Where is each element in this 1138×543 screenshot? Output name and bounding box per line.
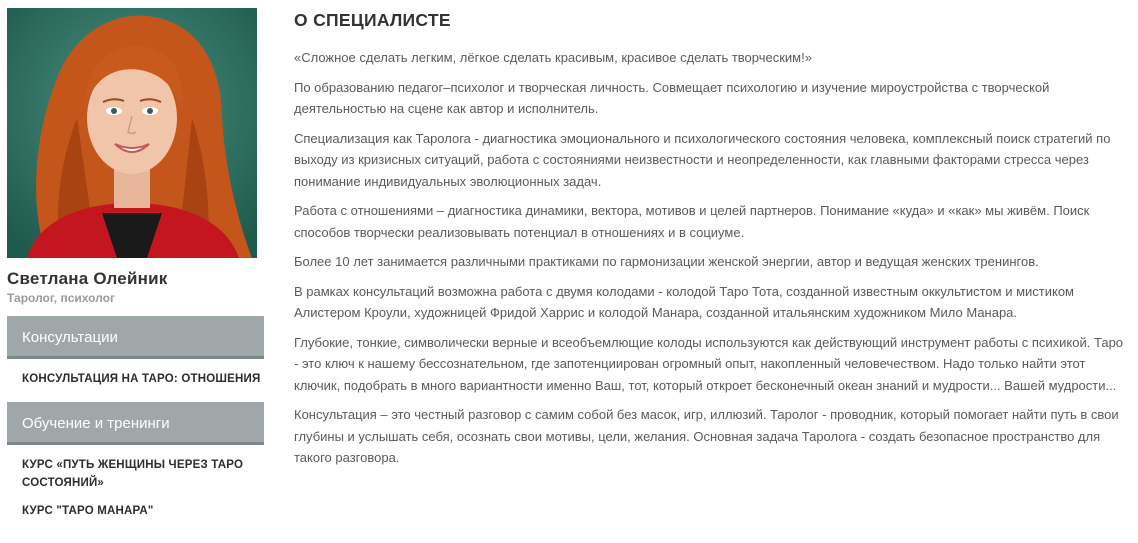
consultation-paragraph: Консультация – это честный разговор с самим собой без масок, игр, иллюзий. Таролог - проводник, который помогает найти путь в свои глубины и услышать себя, осознать свои мотивы, цели, желания. Основная задача Таролога - создать безопасное пространство для такого разговора. <box>294 407 1119 465</box>
sidebar-section-consultations[interactable]: Консультации <box>7 316 264 359</box>
tarot-instrument-paragraph: Глубокие, тонкие, символически верные и всеобъемлющие колоды используются как действующий инструмент работы с психикой. Таро - это ключ к нашему бессознательном, где запотенциирован огромный опыт, накопленный человечеством. Надо только найти этот ключик, подобрать в много вариантности именно Ваш, тот, который откроет бесконечный океан знаний и мудрости... Вашей мудрости... <box>294 334 1124 393</box>
relationships-paragraph: Работа с отношениями – диагностика динамики, вектора, мотивов и целей партнеров. Понимание «куда» и «как» мы живём. Поиск способов творчески реализовывать потенциал в отношениях и в социуме. <box>294 203 1090 240</box>
page-title: О СПЕЦИАЛИСТЕ <box>294 10 451 30</box>
portrait-illustration <box>7 8 257 258</box>
experience-paragraph: Более 10 лет занимается различными практиками по гармонизации женской энергии, автор и ведущая женских тренингов. <box>294 254 1039 269</box>
education-paragraph: По образованию педагог–психолог и творческая личность. Совмещает психологию и изучение мироустройства с творческой деятельностью на сцене как автор и исполнитель. <box>294 79 1050 116</box>
specialist-name: Светлана Олейник <box>7 269 168 288</box>
sidebar-section-training[interactable]: Обучение и тренинги <box>7 402 264 445</box>
sidebar-link-woman-path-course[interactable]: КУРС «ПУТЬ ЖЕНЩИНЫ ЧЕРЕЗ ТАРО СОСТОЯНИЙ» <box>22 459 244 489</box>
specialization-paragraph: Специализация как Таролога - диагностика эмоционального и психологического состояния человека, комплексный поиск стратегий по выходу из кризисных ситуаций, работа с состояниями неизвестности и неопределенности, как главными факторами стресса через понимание индивидуальных эволюционных задач. <box>294 130 1111 189</box>
specialist-role: Таролог, психолог <box>7 291 115 305</box>
sidebar-link-tarot-relationships[interactable]: КОНСУЛЬТАЦИЯ НА ТАРО: ОТНОШЕНИЯ <box>22 373 261 385</box>
sidebar <box>7 8 264 520</box>
sidebar-link-manara-course[interactable]: КУРС "ТАРО МАНАРА" <box>22 505 154 517</box>
motto-paragraph: «Сложное сделать легким, лёгкое сделать красивым, красивое сделать творческим!» <box>294 50 812 65</box>
specialist-photo <box>7 8 257 258</box>
main-content <box>294 10 1129 469</box>
decks-paragraph: В рамках консультаций возможна работа с двумя колодами - колодой Таро Тота, созданной известным оккультистом и мистиком Алистером Кроули, художницей Фридой Харрис и колодой Манара, созданной итальянским художником Мило Манара. <box>294 283 1074 320</box>
